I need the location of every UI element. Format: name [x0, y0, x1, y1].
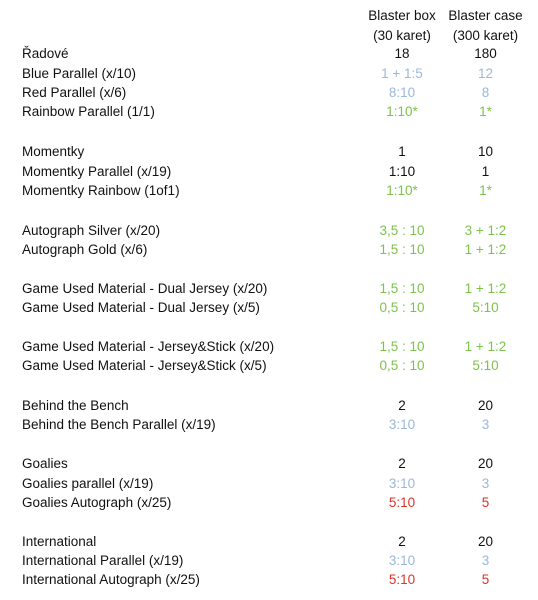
blaster-box-value: 1,5 : 10: [379, 339, 425, 354]
row-label: Momentky Parallel (x/19): [22, 164, 172, 179]
row-label: Behind the Bench: [22, 398, 129, 413]
blaster-box-value: 1,5 : 10: [379, 242, 425, 257]
table-row: [0, 142, 538, 162]
blaster-box-value: 18: [394, 46, 410, 61]
column-header-blaster-box: [362, 6, 442, 45]
blaster-box-value: 0,5 : 10: [379, 300, 425, 315]
table-row: [0, 415, 538, 435]
column-header-line: Blaster case: [448, 8, 523, 23]
blaster-case-value: 3: [481, 476, 490, 491]
table-row: [0, 162, 538, 182]
blaster-case-value: 20: [477, 534, 494, 549]
blaster-case-value: 8: [481, 85, 490, 100]
blaster-case-value: 1 + 1:2: [464, 281, 507, 296]
blaster-box-value: 5:10: [388, 572, 416, 587]
table-row: [0, 279, 538, 299]
blaster-box-value: 1,5 : 10: [379, 281, 425, 296]
table-row: [0, 181, 538, 201]
row-label: International Autograph (x/25): [22, 572, 200, 587]
row-label: Autograph Silver (x/20): [22, 223, 161, 238]
blaster-box-value: 1:10: [388, 164, 416, 179]
blaster-box-value: 0,5 : 10: [379, 358, 425, 373]
blaster-box-value: 3:10: [388, 553, 416, 568]
blaster-box-value: 3:10: [388, 476, 416, 491]
row-label: Blue Parallel (x/10): [22, 66, 137, 81]
row-label: Momentky Rainbow (1of1): [22, 183, 180, 198]
row-label: Autograph Gold (x/6): [22, 242, 148, 257]
table-row: [0, 64, 538, 84]
blaster-case-value: 5: [481, 495, 490, 510]
blaster-case-value: 3: [481, 553, 490, 568]
row-label: International: [22, 534, 97, 549]
blaster-box-value: 5:10: [388, 495, 416, 510]
column-header-line: (30 karet): [373, 27, 431, 43]
row-label: Řadové: [22, 46, 69, 61]
row-label: Game Used Material - Jersey&Stick (x/5): [22, 358, 267, 373]
row-label: Game Used Material - Dual Jersey (x/20): [22, 281, 268, 296]
table-row: [0, 356, 538, 376]
row-label: Goalies parallel (x/19): [22, 476, 154, 491]
column-header-line: (300 karet): [452, 27, 519, 43]
table-row: [0, 551, 538, 571]
row-label: Behind the Bench Parallel (x/19): [22, 417, 216, 432]
column-header-line: Blaster box: [368, 8, 436, 23]
row-label: Momentky: [22, 144, 85, 159]
blaster-box-value: 2: [398, 456, 406, 471]
blaster-case-value: 10: [477, 144, 494, 159]
blaster-case-value: 5:10: [472, 300, 499, 315]
blaster-case-value: 1*: [479, 183, 492, 198]
blaster-case-value: 1: [481, 164, 490, 179]
blaster-case-value: 3 + 1:2: [464, 223, 507, 238]
table-row: [0, 396, 538, 416]
blaster-box-value: 3:10: [388, 417, 416, 432]
blaster-box-value: 2: [398, 398, 406, 413]
blaster-case-value: 180: [474, 46, 497, 61]
table-row: [0, 454, 538, 474]
table-row: [0, 221, 538, 241]
table-row: [0, 240, 538, 260]
row-label: Goalies Autograph (x/25): [22, 495, 172, 510]
table-row: [0, 337, 538, 357]
column-header-blaster-case: [442, 6, 529, 45]
blaster-case-value: 20: [477, 398, 494, 413]
blaster-case-value: 3: [481, 417, 490, 432]
row-label: Goalies: [22, 456, 68, 471]
blaster-box-value: 3,5 : 10: [379, 223, 425, 238]
row-label: Game Used Material - Jersey&Stick (x/20): [22, 339, 275, 354]
table-row: [0, 474, 538, 494]
blaster-box-value: 1: [398, 144, 406, 159]
table-row: [0, 83, 538, 103]
blaster-case-value: 1 + 1:2: [464, 242, 507, 257]
blaster-case-value: 5: [481, 572, 490, 587]
blaster-case-value: 5:10: [472, 358, 499, 373]
table-row: [0, 532, 538, 552]
blaster-box-value: 2: [398, 534, 406, 549]
row-label: Game Used Material - Dual Jersey (x/5): [22, 300, 260, 315]
row-label: International Parallel (x/19): [22, 553, 184, 568]
row-label: Rainbow Parallel (1/1): [22, 104, 155, 119]
table-row: [0, 298, 538, 318]
table-row: [0, 570, 538, 590]
row-label: Red Parallel (x/6): [22, 85, 127, 100]
blaster-case-value: 1 + 1:2: [464, 339, 507, 354]
blaster-case-value: 12: [477, 66, 494, 81]
blaster-case-value: 1*: [479, 104, 492, 119]
table-row: [0, 493, 538, 513]
blaster-box-value: 1:10*: [386, 104, 418, 119]
blaster-case-value: 20: [477, 456, 494, 471]
table-row: [0, 44, 538, 64]
table-row: [0, 102, 538, 122]
blaster-box-value: 8:10: [388, 85, 416, 100]
blaster-box-value: 1:10*: [386, 183, 418, 198]
blaster-box-value: 1 + 1:5: [381, 66, 423, 81]
